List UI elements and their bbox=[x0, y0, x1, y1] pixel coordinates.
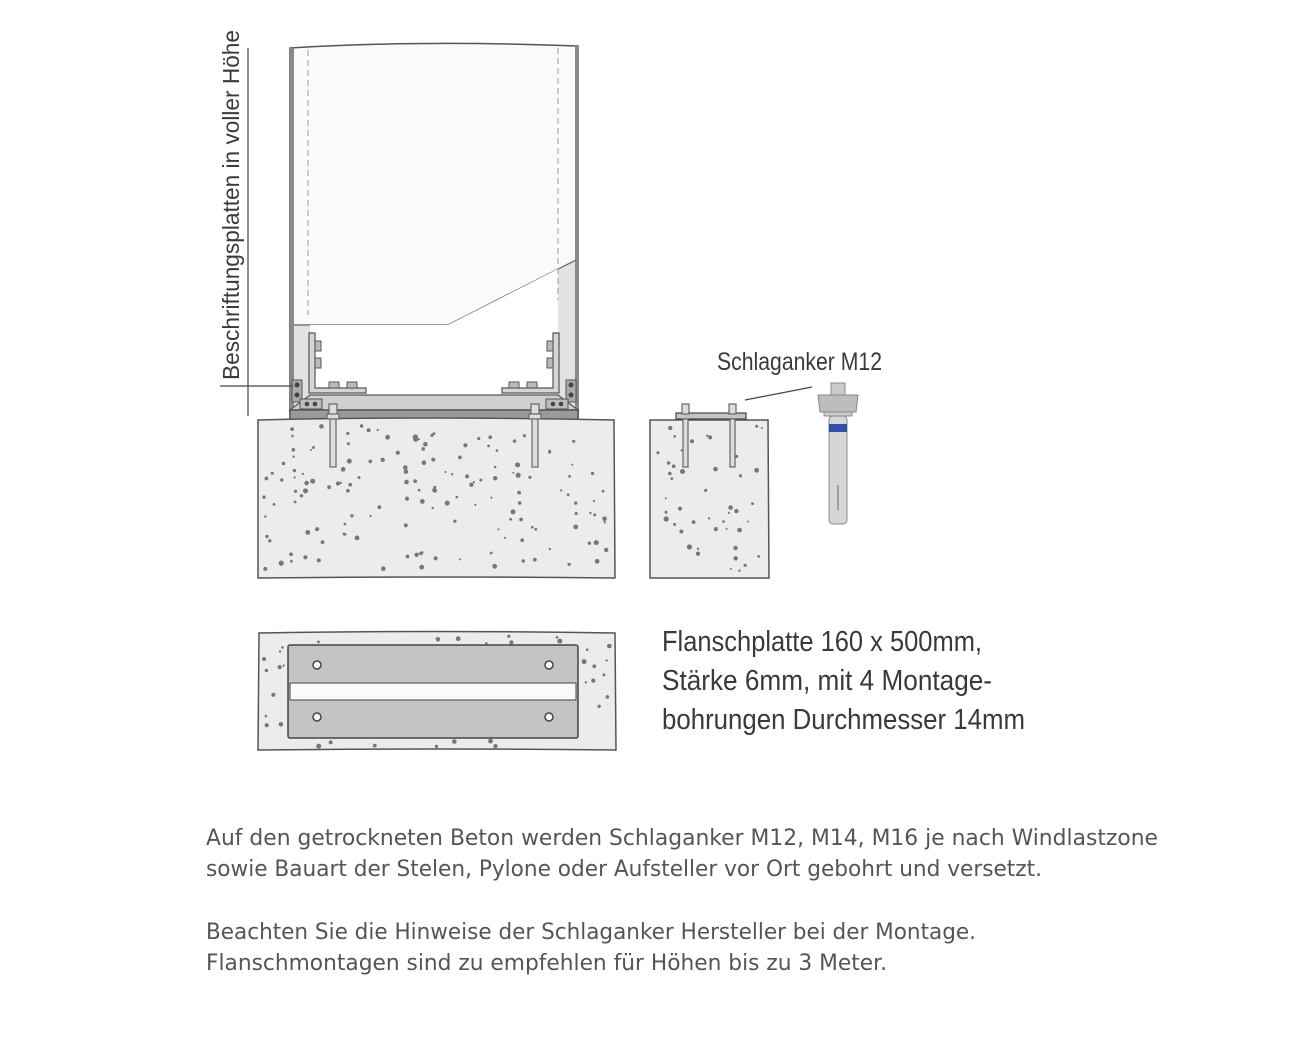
aggregate-dot bbox=[279, 722, 284, 727]
aggregate-dot bbox=[451, 473, 453, 475]
aggregate-dot bbox=[280, 478, 283, 481]
aggregate-dot bbox=[370, 515, 372, 517]
aggregate-dot bbox=[679, 530, 683, 534]
aggregate-dot bbox=[346, 489, 350, 493]
aggregate-dot bbox=[602, 516, 607, 521]
aggregate-dot bbox=[419, 565, 424, 570]
aggregate-dot bbox=[378, 505, 382, 509]
aggregate-dot bbox=[738, 570, 740, 572]
anchor-label: Schlaganker M12 bbox=[717, 348, 882, 376]
aggregate-dot bbox=[574, 501, 577, 504]
aggregate-dot bbox=[597, 705, 600, 708]
aggregate-dot bbox=[606, 695, 610, 699]
aggregate-dot bbox=[423, 442, 428, 447]
aggregate-dot bbox=[396, 451, 400, 455]
aggregate-dot bbox=[706, 435, 708, 437]
aggregate-dot bbox=[293, 469, 296, 472]
aggregate-dot bbox=[656, 451, 659, 454]
aggregate-dot bbox=[726, 528, 728, 530]
aggregate-dot bbox=[445, 501, 450, 506]
aggregate-dot bbox=[281, 646, 284, 649]
aggregate-dot bbox=[573, 525, 578, 530]
aggregate-dot bbox=[294, 476, 296, 478]
aggregate-dot bbox=[431, 458, 435, 462]
aggregate-dot bbox=[747, 521, 749, 523]
aggregate-dot bbox=[697, 548, 699, 550]
aggregate-dot bbox=[421, 447, 425, 451]
aggregate-dot bbox=[516, 473, 521, 478]
aggregate-dot bbox=[300, 494, 303, 497]
aggregate-dot bbox=[453, 520, 456, 523]
aggregate-dot bbox=[604, 521, 606, 523]
aggregate-dot bbox=[678, 507, 682, 511]
aggregate-dot bbox=[310, 479, 315, 484]
aggregate-dot bbox=[548, 450, 551, 453]
aggregate-dot bbox=[344, 523, 347, 526]
aggregate-dot bbox=[493, 476, 497, 480]
aggregate-dot bbox=[680, 469, 685, 474]
aggregate-dot bbox=[292, 448, 296, 452]
aggregate-dot bbox=[347, 442, 350, 445]
aggregate-dot bbox=[751, 502, 754, 505]
aggregate-dot bbox=[494, 466, 497, 469]
aggregate-dot bbox=[452, 739, 457, 744]
aggregate-dot bbox=[560, 489, 562, 491]
aggregate-dot bbox=[413, 434, 418, 439]
aggregate-dot bbox=[377, 429, 379, 431]
aggregate-dot bbox=[434, 556, 438, 560]
aggregate-dot bbox=[385, 435, 390, 440]
aggregate-dot bbox=[744, 564, 747, 567]
paragraph-1-line-2: sowie Bauart der Stelen, Pylone oder Aufsteller vor Ort gebohrt und versetzt. bbox=[206, 857, 1042, 882]
aggregate-dot bbox=[312, 446, 315, 449]
aggregate-dot bbox=[268, 539, 271, 542]
aggregate-dot bbox=[290, 560, 293, 563]
flange-label-line-1: Flanschplatte 160 x 500mm, bbox=[662, 626, 982, 658]
aggregate-dot bbox=[310, 449, 312, 451]
aggregate-dot bbox=[369, 460, 373, 464]
aggregate-dot bbox=[737, 528, 742, 533]
aggregate-dot bbox=[316, 744, 321, 749]
aggregate-dot bbox=[404, 469, 409, 474]
concrete-foundation-main bbox=[258, 418, 615, 578]
aggregate-dot bbox=[568, 475, 571, 478]
aggregate-dot bbox=[528, 476, 531, 479]
aggregate-dot bbox=[549, 548, 551, 550]
aggregate-dot bbox=[512, 472, 514, 474]
aggregate-dot bbox=[582, 659, 587, 664]
aggregate-dot bbox=[432, 507, 434, 509]
aggregate-dot bbox=[665, 511, 668, 514]
post-section bbox=[290, 43, 579, 420]
aggregate-dot bbox=[463, 443, 467, 447]
aggregate-dot bbox=[347, 459, 352, 464]
aggregate-dot bbox=[273, 503, 276, 506]
aggregate-dot bbox=[381, 566, 386, 571]
aggregate-dot bbox=[279, 561, 284, 566]
aggregate-dot bbox=[406, 555, 410, 559]
aggregate-dot bbox=[761, 427, 763, 429]
aggregate-dot bbox=[262, 657, 266, 661]
concrete-foundation-small bbox=[650, 420, 769, 578]
aggregate-dot bbox=[271, 472, 274, 475]
aggregate-dot bbox=[355, 536, 360, 541]
aggregate-dot bbox=[474, 504, 476, 506]
aggregate-dot bbox=[315, 527, 319, 531]
aggregate-dot bbox=[403, 465, 408, 470]
aggregate-dot bbox=[420, 499, 425, 504]
aggregate-dot bbox=[265, 669, 268, 672]
aggregate-dot bbox=[303, 555, 307, 559]
aggregate-dot bbox=[734, 509, 738, 513]
aggregate-dot bbox=[265, 715, 268, 718]
aggregate-dot bbox=[567, 493, 570, 496]
aggregate-dot bbox=[592, 664, 596, 668]
aggregate-dot bbox=[513, 439, 516, 442]
aggregate-dot bbox=[492, 564, 497, 569]
aggregate-dot bbox=[604, 548, 608, 552]
aggregate-dot bbox=[589, 512, 591, 514]
aggregate-dot bbox=[289, 552, 293, 556]
aggregate-dot bbox=[755, 425, 758, 428]
aggregate-dot bbox=[607, 644, 612, 649]
aggregate-dot bbox=[673, 523, 676, 526]
aggregate-dot bbox=[690, 439, 694, 443]
aggregate-dot bbox=[294, 490, 297, 493]
aggregate-dot bbox=[708, 517, 710, 519]
aggregate-dot bbox=[341, 468, 344, 471]
aggregate-dot bbox=[595, 559, 600, 564]
aggregate-dot bbox=[591, 472, 594, 475]
aggregate-dot bbox=[465, 474, 469, 478]
aggregate-dot bbox=[348, 483, 352, 487]
aggregate-dot bbox=[667, 461, 671, 465]
aggregate-dot bbox=[518, 501, 522, 505]
aggregate-dot bbox=[704, 489, 707, 492]
aggregate-dot bbox=[317, 558, 321, 562]
aggregate-dot bbox=[291, 435, 294, 438]
aggregate-dot bbox=[469, 483, 473, 487]
aggregate-dot bbox=[319, 424, 324, 429]
aggregate-dot bbox=[433, 489, 437, 493]
aggregate-dot bbox=[271, 693, 275, 697]
aggregate-dot bbox=[487, 445, 490, 448]
aggregate-dot bbox=[265, 477, 269, 481]
flange-plate-plan bbox=[288, 645, 578, 738]
aggregate-dot bbox=[456, 636, 461, 641]
aggregate-dot bbox=[490, 497, 492, 499]
aggregate-dot bbox=[358, 476, 361, 479]
aggregate-dot bbox=[533, 558, 537, 562]
aggregate-dot bbox=[568, 563, 571, 566]
anchor-bolt-illustration bbox=[818, 383, 858, 524]
aggregate-dot bbox=[381, 458, 385, 462]
aggregate-dot bbox=[585, 681, 587, 683]
aggregate-dot bbox=[557, 639, 562, 644]
aggregate-dot bbox=[665, 497, 667, 499]
aggregate-dot bbox=[496, 449, 499, 452]
aggregate-dot bbox=[473, 481, 475, 483]
aggregate-dot bbox=[367, 428, 371, 432]
aggregate-dot bbox=[672, 464, 676, 468]
aggregate-dot bbox=[350, 514, 353, 517]
aggregate-dot bbox=[305, 530, 310, 535]
aggregate-dot bbox=[422, 460, 427, 465]
aggregate-dot bbox=[264, 515, 266, 517]
aggregate-dot bbox=[317, 641, 320, 644]
aggregate-dot bbox=[346, 432, 349, 435]
aggregate-dot bbox=[327, 485, 331, 489]
aggregate-dot bbox=[283, 665, 285, 667]
aggregate-dot bbox=[734, 556, 738, 560]
aggregate-dot bbox=[282, 462, 286, 466]
aggregate-dot bbox=[687, 544, 692, 549]
aggregate-dot bbox=[668, 426, 672, 430]
aggregate-dot bbox=[436, 637, 441, 642]
aggregate-dot bbox=[534, 528, 537, 531]
aggregate-dot bbox=[593, 500, 595, 502]
aggregate-dot bbox=[728, 512, 730, 514]
aggregate-dot bbox=[265, 535, 268, 538]
aggregate-dot bbox=[714, 527, 718, 531]
aggregate-dot bbox=[507, 635, 510, 638]
aggregate-dot bbox=[340, 482, 342, 484]
aggregate-dot bbox=[418, 489, 421, 492]
aggregate-dot bbox=[520, 538, 524, 542]
aggregate-dot bbox=[404, 523, 408, 527]
aggregate-dot bbox=[757, 555, 760, 558]
aggregate-dot bbox=[673, 435, 676, 438]
aggregate-dot bbox=[754, 468, 759, 473]
aggregate-dot bbox=[405, 497, 409, 501]
aggregate-dot bbox=[517, 491, 521, 495]
aggregate-dot bbox=[664, 516, 669, 521]
aggregate-dot bbox=[602, 673, 605, 676]
aggregate-dot bbox=[290, 427, 294, 431]
aggregate-dot bbox=[433, 486, 436, 489]
aggregate-dot bbox=[588, 542, 591, 545]
aggregate-dot bbox=[265, 723, 269, 727]
aggregate-dot bbox=[511, 509, 516, 514]
aggregate-dot bbox=[421, 551, 423, 553]
aggregate-dot bbox=[458, 456, 462, 460]
aggregate-dot bbox=[493, 744, 497, 748]
aggregate-dot bbox=[490, 552, 493, 555]
aggregate-dot bbox=[477, 437, 480, 440]
aggregate-dot bbox=[556, 636, 559, 639]
aggregate-dot bbox=[606, 659, 608, 661]
aggregate-dot bbox=[488, 435, 492, 439]
aggregate-dot bbox=[728, 505, 733, 510]
aggregate-dot bbox=[413, 479, 417, 483]
aggregate-dot bbox=[336, 481, 340, 485]
aggregate-dot bbox=[263, 567, 267, 571]
vertical-label: Beschriftungsplatten in voller Höhe bbox=[218, 24, 244, 380]
paragraph-2-line-2: Flanschmontagen sind zu empfehlen für Höhen bis zu 3 Meter. bbox=[206, 951, 887, 976]
aggregate-dot bbox=[670, 477, 673, 480]
aggregate-dot bbox=[593, 513, 596, 516]
aggregate-dot bbox=[456, 496, 459, 499]
aggregate-dot bbox=[373, 744, 377, 748]
aggregate-dot bbox=[435, 745, 438, 748]
aggregate-dot bbox=[696, 552, 700, 556]
aggregate-dot bbox=[571, 464, 573, 466]
aggregate-dot bbox=[519, 518, 523, 522]
aggregate-dot bbox=[692, 520, 696, 524]
aggregate-dot bbox=[572, 440, 575, 443]
aggregate-dot bbox=[739, 474, 742, 477]
aggregate-dot bbox=[730, 568, 732, 570]
aggregate-dot bbox=[722, 520, 725, 523]
aggregate-dot bbox=[459, 558, 461, 560]
aggregate-dot bbox=[713, 467, 718, 472]
aggregate-dot bbox=[488, 739, 493, 744]
aggregate-dot bbox=[733, 546, 737, 550]
aggregate-dot bbox=[304, 481, 309, 486]
aggregate-dot bbox=[509, 640, 513, 644]
aggregate-dot bbox=[531, 526, 534, 529]
aggregate-dot bbox=[430, 434, 433, 437]
aggregate-dot bbox=[294, 501, 297, 504]
aggregate-dot bbox=[523, 434, 526, 437]
paragraph-2-line-1: Beachten Sie die Hinweise der Schlaganker Hersteller bei der Montage. bbox=[206, 920, 976, 945]
aggregate-dot bbox=[321, 540, 325, 544]
aggregate-dot bbox=[479, 479, 482, 482]
aggregate-dot bbox=[445, 471, 447, 473]
aggregate-dot bbox=[303, 488, 308, 493]
aggregate-dot bbox=[279, 650, 281, 652]
aggregate-dot bbox=[292, 456, 294, 458]
aggregate-dot bbox=[278, 665, 282, 669]
aggregate-dot bbox=[302, 473, 304, 475]
aggregate-dot bbox=[329, 740, 333, 744]
aggregate-dot bbox=[575, 512, 578, 515]
aggregate-dot bbox=[515, 462, 520, 467]
aggregate-dot bbox=[602, 490, 605, 493]
paragraph-1-line-1: Auf den getrockneten Beton werden Schlaganker M12, M14, M16 je nach Windlastzone bbox=[206, 826, 1158, 851]
aggregate-dot bbox=[708, 435, 712, 439]
aggregate-dot bbox=[404, 480, 409, 485]
flange-label-line-3: bohrungen Durchmesser 14mm bbox=[662, 704, 1025, 736]
aggregate-dot bbox=[586, 648, 589, 651]
aggregate-dot bbox=[509, 518, 512, 521]
aggregate-dot bbox=[498, 528, 500, 530]
aggregate-dot bbox=[343, 533, 346, 536]
aggregate-dot bbox=[522, 559, 525, 562]
aggregate-dot bbox=[668, 472, 672, 476]
aggregate-dot bbox=[594, 540, 599, 545]
aggregate-dot bbox=[360, 424, 363, 427]
flange-label-line-2: Stärke 6mm, mit 4 Montage- bbox=[662, 665, 992, 697]
aggregate-dot bbox=[262, 495, 265, 498]
aggregate-dot bbox=[504, 537, 506, 539]
aggregate-dot bbox=[591, 679, 595, 683]
aggregate-dot bbox=[415, 553, 419, 557]
